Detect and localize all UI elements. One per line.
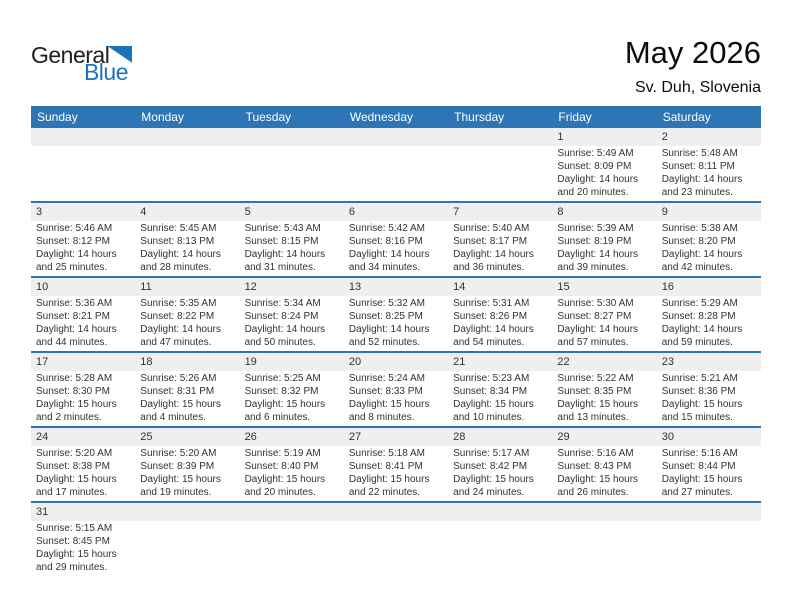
sunset-text: Sunset: 8:30 PM [36,386,110,397]
weekday-header-friday: Friday [558,110,592,124]
daylight-text: Daylight: 15 hours and 27 minutes. [661,474,743,498]
sunrise-text: Sunrise: 5:16 AM [557,448,634,459]
day-number: 21 [453,356,466,368]
sunrise-text: Sunrise: 5:20 AM [36,448,113,459]
day-cell [135,521,239,576]
day-cell [552,221,656,276]
week-row [31,353,761,428]
weekday-header-saturday: Saturday [662,110,711,124]
day-number: 11 [140,281,152,293]
daylight-text: Daylight: 15 hours and 26 minutes. [557,474,639,498]
logo-text-general: General [31,42,110,68]
day-detail-band [31,371,761,426]
day-cell [240,371,344,426]
day-cell [657,521,761,576]
daylight-text: Daylight: 15 hours and 2 minutes. [36,399,117,423]
sunset-text: Sunset: 8:31 PM [140,386,215,397]
calendar-weeks [31,128,761,576]
day-cell [657,221,761,276]
general-blue-logo [31,42,151,85]
day-number: 6 [348,206,355,218]
daylight-text: Daylight: 14 hours and 25 minutes. [36,249,117,273]
day-cell [31,371,135,426]
sunset-text: Sunset: 8:34 PM [453,386,528,397]
daylight-text: Daylight: 15 hours and 19 minutes. [140,474,221,498]
daylight-text: Daylight: 14 hours and 44 minutes. [36,324,117,348]
sunrise-text: Sunrise: 5:31 AM [453,298,530,309]
sunset-text: Sunset: 8:17 PM [453,236,528,247]
sunset-text: Sunset: 8:32 PM [244,386,319,397]
day-number: 23 [661,356,674,368]
day-cell [448,446,552,501]
sunset-text: Sunset: 8:12 PM [36,236,110,247]
day-cell [552,296,656,351]
day-number-band [31,428,761,446]
day-number: 28 [453,431,466,443]
day-number: 14 [453,281,466,293]
page-header [0,0,792,97]
day-detail-band [31,521,761,576]
calendar-grid [31,106,761,576]
week-row [31,278,761,353]
sunrise-text: Sunrise: 5:20 AM [140,448,217,459]
day-number: 16 [661,281,674,293]
day-cell [448,146,552,201]
day-number: 12 [244,281,257,293]
sunset-text: Sunset: 8:24 PM [244,311,319,322]
sunrise-text: Sunrise: 5:17 AM [453,448,530,459]
sunset-text: Sunset: 8:20 PM [661,236,736,247]
day-cell [135,446,239,501]
day-number: 20 [348,356,362,368]
sunset-text: Sunset: 8:25 PM [348,311,423,322]
logo-text-blue: Blue [83,59,128,85]
week-row [31,503,761,576]
day-detail-band [31,221,761,276]
weekday-header-row [31,106,761,128]
daylight-text: Daylight: 14 hours and 42 minutes. [661,249,743,273]
day-cell [552,446,656,501]
sunrise-text: Sunrise: 5:34 AM [244,298,321,309]
daylight-text: Daylight: 15 hours and 29 minutes. [36,549,117,573]
day-number: 30 [661,431,674,443]
sunrise-text: Sunrise: 5:46 AM [36,223,113,234]
sunset-text: Sunset: 8:21 PM [36,311,110,322]
sunrise-text: Sunrise: 5:48 AM [661,148,738,159]
sunrise-text: Sunrise: 5:30 AM [557,298,634,309]
sunset-text: Sunset: 8:09 PM [557,161,632,172]
daylight-text: Daylight: 14 hours and 39 minutes. [557,249,639,273]
sunrise-text: Sunrise: 5:16 AM [661,448,738,459]
sunrise-text: Sunrise: 5:15 AM [36,523,113,534]
sunset-text: Sunset: 8:45 PM [36,536,110,547]
day-cell [135,221,239,276]
sunset-text: Sunset: 8:36 PM [661,386,736,397]
sunset-text: Sunset: 8:35 PM [557,386,632,397]
day-cell [657,296,761,351]
daylight-text: Daylight: 14 hours and 47 minutes. [140,324,221,348]
sunrise-text: Sunrise: 5:40 AM [453,223,530,234]
sunrise-text: Sunrise: 5:39 AM [557,223,634,234]
daylight-text: Daylight: 15 hours and 24 minutes. [453,474,534,498]
week-row [31,128,761,203]
day-cell [657,446,761,501]
day-cell [657,146,761,201]
day-number: 25 [140,431,153,443]
day-number: 24 [36,431,49,443]
sunrise-text: Sunrise: 5:21 AM [661,373,738,384]
sunrise-text: Sunrise: 5:24 AM [348,373,425,384]
sunrise-text: Sunrise: 5:26 AM [140,373,217,384]
sunrise-text: Sunrise: 5:22 AM [557,373,634,384]
weekday-header-sunday: Sunday [37,110,78,124]
day-cell [448,221,552,276]
day-cell [31,296,135,351]
day-cell [344,521,448,576]
week-row [31,428,761,503]
sunset-text: Sunset: 8:33 PM [348,386,423,397]
day-number-band [31,353,761,371]
daylight-text: Daylight: 15 hours and 20 minutes. [244,474,326,498]
day-number: 2 [661,131,668,143]
daylight-text: Daylight: 14 hours and 28 minutes. [140,249,221,273]
title-block [625,36,761,97]
daylight-text: Daylight: 15 hours and 17 minutes. [36,474,117,498]
daylight-text: Daylight: 15 hours and 22 minutes. [348,474,430,498]
day-cell [31,221,135,276]
day-number: 5 [244,206,251,218]
sunset-text: Sunset: 8:22 PM [140,311,215,322]
day-number-band [31,278,761,296]
sunrise-text: Sunrise: 5:36 AM [36,298,113,309]
sunset-text: Sunset: 8:44 PM [661,461,736,472]
day-number: 27 [348,431,362,443]
sunset-text: Sunset: 8:40 PM [244,461,319,472]
day-number: 15 [557,281,570,293]
day-number: 22 [557,356,570,368]
day-number: 3 [36,206,43,218]
day-cell [31,446,135,501]
day-cell [344,446,448,501]
sunrise-text: Sunrise: 5:18 AM [348,448,425,459]
day-cell [240,221,344,276]
sunrise-text: Sunrise: 5:42 AM [348,223,425,234]
day-number: 18 [140,356,153,368]
sunset-text: Sunset: 8:39 PM [140,461,215,472]
sunset-text: Sunset: 8:38 PM [36,461,110,472]
sunset-text: Sunset: 8:27 PM [557,311,632,322]
week-row [31,203,761,278]
day-number: 31 [36,506,49,518]
day-cell [135,371,239,426]
daylight-text: Daylight: 15 hours and 8 minutes. [348,399,430,423]
daylight-text: Daylight: 14 hours and 57 minutes. [557,324,639,348]
sunset-text: Sunset: 8:43 PM [557,461,632,472]
daylight-text: Daylight: 15 hours and 10 minutes. [453,399,534,423]
day-number: 9 [661,206,668,218]
day-number-band [31,128,761,146]
day-cell [31,146,135,201]
day-cell [240,521,344,576]
daylight-text: Daylight: 14 hours and 34 minutes. [348,249,430,273]
day-number: 19 [244,356,257,368]
day-number: 7 [453,206,460,218]
sunset-text: Sunset: 8:26 PM [453,311,528,322]
location-subtitle: Sv. Duh, Slovenia [635,79,761,96]
daylight-text: Daylight: 14 hours and 52 minutes. [348,324,430,348]
daylight-text: Daylight: 15 hours and 13 minutes. [557,399,639,423]
day-number: 4 [140,206,147,218]
day-detail-band [31,296,761,351]
sunrise-text: Sunrise: 5:23 AM [453,373,530,384]
day-detail-band [31,146,761,201]
day-cell [448,371,552,426]
sunset-text: Sunset: 8:28 PM [661,311,736,322]
daylight-text: Daylight: 15 hours and 6 minutes. [244,399,326,423]
weekday-header-wednesday: Wednesday [349,110,413,124]
day-cell [552,146,656,201]
sunset-text: Sunset: 8:41 PM [348,461,423,472]
sunrise-text: Sunrise: 5:38 AM [661,223,738,234]
day-cell [240,446,344,501]
day-number: 29 [557,431,570,443]
daylight-text: Daylight: 14 hours and 31 minutes. [244,249,326,273]
sunrise-text: Sunrise: 5:35 AM [140,298,217,309]
day-cell [552,521,656,576]
sunrise-text: Sunrise: 5:19 AM [244,448,321,459]
day-cell [657,371,761,426]
sunset-text: Sunset: 8:15 PM [244,236,319,247]
day-cell [344,221,448,276]
weekday-header-monday: Monday [141,110,184,124]
day-cell [31,521,135,576]
day-number: 17 [36,356,49,368]
daylight-text: Daylight: 14 hours and 50 minutes. [244,324,326,348]
day-number-band [31,503,761,521]
sunrise-text: Sunrise: 5:29 AM [661,298,738,309]
day-cell [135,146,239,201]
daylight-text: Daylight: 14 hours and 54 minutes. [453,324,534,348]
sunset-text: Sunset: 8:19 PM [557,236,632,247]
day-cell [344,371,448,426]
day-detail-band [31,446,761,501]
sunset-text: Sunset: 8:16 PM [348,236,423,247]
daylight-text: Daylight: 15 hours and 4 minutes. [140,399,221,423]
day-number: 10 [36,281,49,293]
day-cell [240,296,344,351]
day-cell [552,371,656,426]
daylight-text: Daylight: 14 hours and 23 minutes. [661,174,743,198]
day-cell [448,521,552,576]
month-title: May 2026 [624,35,761,70]
sunset-text: Sunset: 8:13 PM [140,236,215,247]
day-number: 8 [557,206,564,218]
day-cell [448,296,552,351]
day-number: 1 [557,131,564,143]
daylight-text: Daylight: 14 hours and 36 minutes. [453,249,534,273]
day-cell [240,146,344,201]
day-cell [344,296,448,351]
day-number: 13 [348,281,362,293]
sunset-text: Sunset: 8:42 PM [453,461,528,472]
sunrise-text: Sunrise: 5:28 AM [36,373,113,384]
sunrise-text: Sunrise: 5:25 AM [244,373,321,384]
sunset-text: Sunset: 8:11 PM [661,161,735,172]
sunrise-text: Sunrise: 5:45 AM [140,223,217,234]
daylight-text: Daylight: 14 hours and 20 minutes. [557,174,639,198]
day-cell [344,146,448,201]
weekday-header-thursday: Thursday [454,110,505,124]
sunrise-text: Sunrise: 5:43 AM [244,223,321,234]
sunrise-text: Sunrise: 5:32 AM [348,298,425,309]
daylight-text: Daylight: 15 hours and 15 minutes. [661,399,743,423]
sunrise-text: Sunrise: 5:49 AM [557,148,634,159]
daylight-text: Daylight: 14 hours and 59 minutes. [661,324,743,348]
day-cell [135,296,239,351]
day-number: 26 [244,431,257,443]
weekday-header-tuesday: Tuesday [245,110,292,124]
day-number-band [31,203,761,221]
